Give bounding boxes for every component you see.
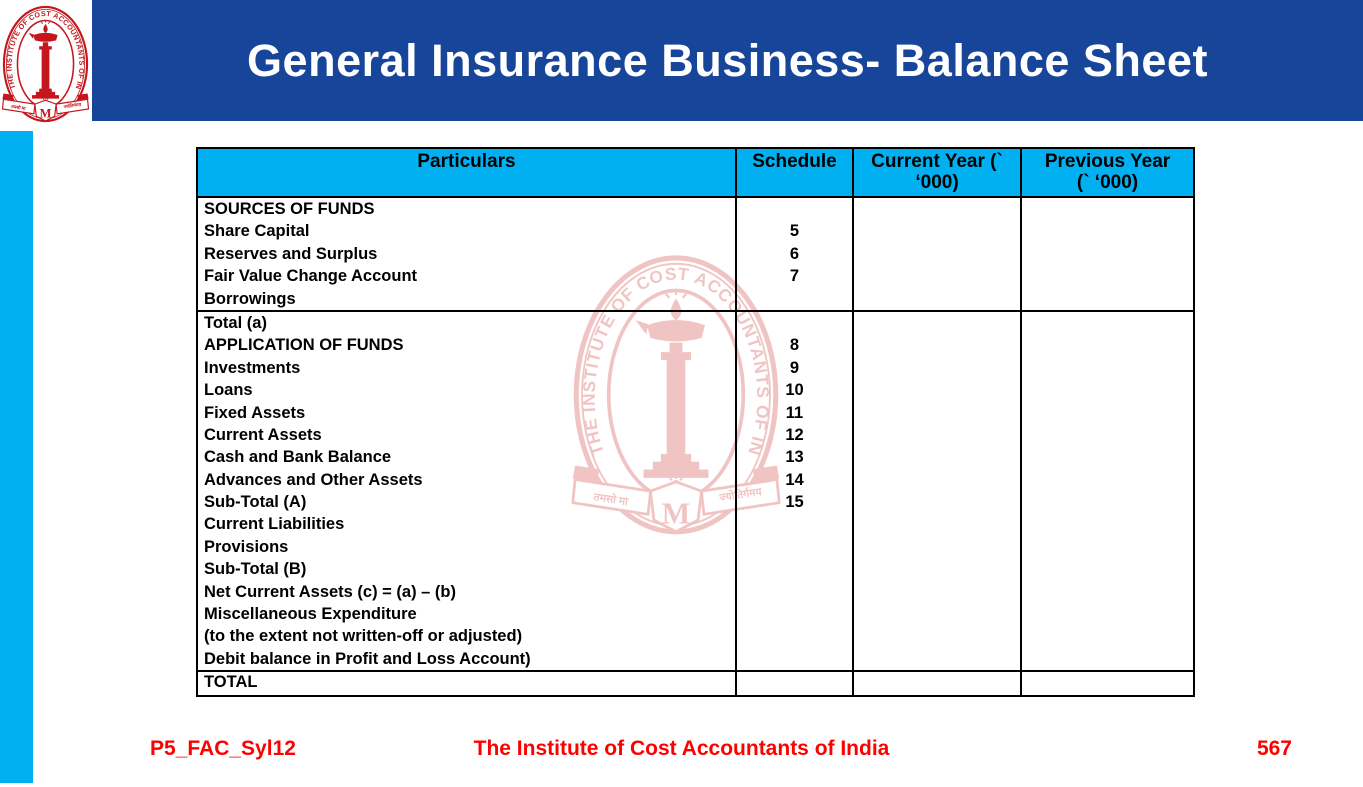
schedule-value: 13 — [785, 448, 804, 467]
header-particulars: Particulars — [417, 151, 516, 172]
row-label: Provisions — [204, 537, 289, 556]
row-label: Debit balance in Profit and Loss Account) — [204, 649, 531, 668]
row-label: Reserves and Surplus — [204, 244, 378, 263]
page-title: General Insurance Business- Balance Sheet — [247, 34, 1208, 86]
schedule-value — [737, 648, 852, 670]
schedule-value: 12 — [785, 425, 804, 444]
row-label: Miscellaneous Expenditure — [204, 605, 417, 624]
footer-course-code: P5_FAC_Syl12 — [150, 737, 296, 760]
schedule-value: 6 — [789, 244, 800, 263]
row-label: Total (a) — [204, 313, 267, 332]
row-label: Fair Value Change Account — [204, 267, 418, 286]
previous-year-cell — [1020, 198, 1193, 310]
schedule-value: 15 — [785, 493, 804, 512]
table-block-sources-of-funds — [198, 198, 1193, 312]
row-label: TOTAL — [204, 673, 258, 692]
schedule-value — [737, 672, 852, 693]
left-accent-strip — [0, 131, 33, 783]
schedule-value — [737, 603, 852, 625]
particulars-cell — [198, 312, 735, 670]
row-label: SOURCES OF FUNDS — [204, 200, 375, 218]
header-current-year: Current Year (` ‘000) — [852, 149, 1020, 196]
row-label: Current Liabilities — [204, 515, 345, 534]
schedule-cell — [735, 312, 852, 670]
row-label: Investments — [204, 358, 301, 377]
logo-box — [0, 0, 90, 128]
row-label: Loans — [204, 381, 253, 400]
current-year-cell — [852, 312, 1020, 670]
previous-year-cell — [1020, 672, 1193, 695]
schedule-value — [737, 581, 852, 603]
schedule-value — [737, 288, 852, 310]
table-total-row — [198, 672, 1193, 695]
table-header-row — [198, 149, 1193, 198]
header-schedule: Schedule — [735, 149, 852, 196]
row-label: APPLICATION OF FUNDS — [204, 336, 404, 355]
schedule-value: 7 — [789, 267, 800, 286]
row-label: Current Assets — [204, 425, 322, 444]
icai-logo-icon — [2, 3, 89, 126]
row-label: (to the extent not written-off or adjusted) — [204, 627, 523, 646]
row-label: Advances and Other Assets — [204, 470, 423, 489]
row-label: Sub-Total (B) — [204, 560, 307, 579]
row-label: Share Capital — [204, 222, 310, 241]
current-year-cell — [852, 672, 1020, 695]
schedule-value — [737, 198, 852, 220]
schedule-value: 9 — [789, 358, 800, 377]
row-label: Cash and Bank Balance — [204, 448, 392, 467]
schedule-value: 8 — [789, 336, 800, 355]
schedule-value — [737, 536, 852, 558]
header-previous-year: Previous Year (` ‘000) — [1020, 149, 1193, 196]
row-label: Sub-Total (A) — [204, 493, 307, 512]
row-label: Net Current Assets (c) = (a) – (b) — [204, 582, 456, 601]
schedule-cell — [735, 198, 852, 310]
schedule-value: 5 — [789, 222, 800, 241]
schedule-value — [737, 625, 852, 647]
table-block-application-of-funds — [198, 312, 1193, 672]
schedule-cell — [735, 672, 852, 695]
title-bar — [92, 0, 1363, 121]
row-label: Fixed Assets — [204, 403, 306, 422]
particulars-cell — [198, 672, 735, 695]
schedule-value — [737, 513, 852, 535]
balance-sheet-table — [196, 147, 1195, 697]
particulars-cell — [198, 198, 735, 310]
footer-institute-name: The Institute of Cost Accountants of India — [473, 737, 890, 760]
footer-page-number: 567 — [1256, 737, 1292, 760]
schedule-value: 14 — [785, 470, 804, 489]
schedule-value — [737, 558, 852, 580]
previous-year-cell — [1020, 312, 1193, 670]
schedule-value: 11 — [785, 403, 804, 422]
schedule-value — [737, 312, 852, 334]
current-year-cell — [852, 198, 1020, 310]
row-label: Borrowings — [204, 289, 296, 308]
schedule-value: 10 — [785, 381, 804, 400]
